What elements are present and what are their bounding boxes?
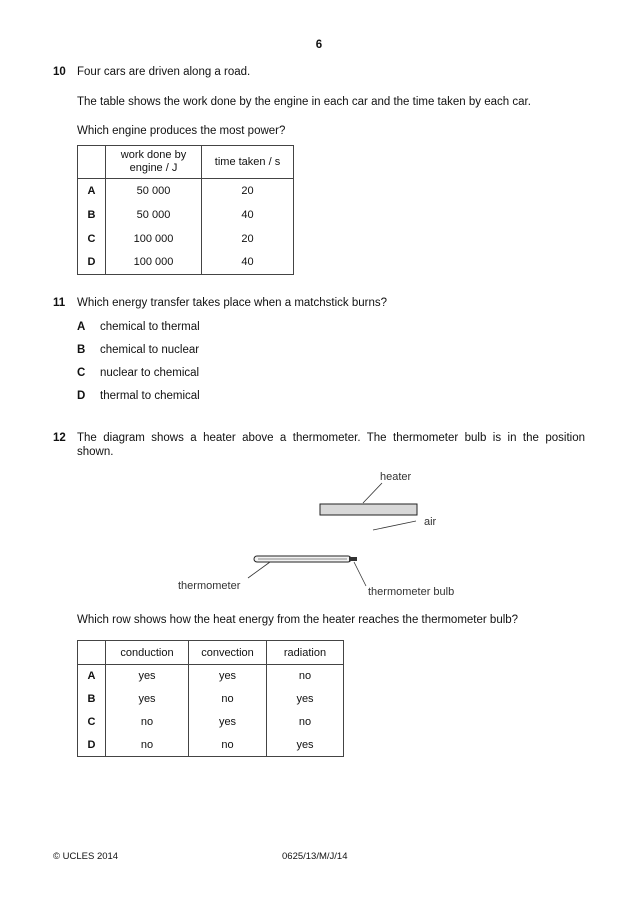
- q12-table: [77, 640, 344, 757]
- table-row: [78, 665, 344, 688]
- cell-convection: yes: [189, 665, 267, 688]
- cell-time: 20: [202, 227, 294, 251]
- thermometer-leader-line: [248, 562, 270, 578]
- cell-conduction: yes: [106, 688, 189, 711]
- q12-question: Which row shows how the heat energy from the heater reaches the thermometer bulb?: [77, 614, 519, 626]
- table-row: [78, 179, 294, 203]
- q10-table: [77, 145, 294, 275]
- footer-copyright: © UCLES 2014: [53, 851, 119, 862]
- cell-radiation: no: [267, 711, 344, 734]
- q12-line2: shown.: [77, 446, 114, 458]
- q10-header-work: work done by engine / J: [106, 146, 202, 179]
- cell-work: 50 000: [106, 179, 202, 203]
- q10-line1: Four cars are driven along a road.: [77, 66, 251, 78]
- heater-thermometer-diagram: [160, 460, 480, 600]
- q11-option-b-text: chemical to nuclear: [100, 344, 200, 356]
- table-row: [78, 251, 294, 275]
- cell-radiation: no: [267, 665, 344, 688]
- row-label: C: [78, 711, 106, 734]
- q11-option-a-letter: A: [77, 321, 86, 333]
- q10-table-header: [78, 146, 294, 179]
- row-label: D: [78, 734, 106, 757]
- cell-radiation: yes: [267, 688, 344, 711]
- thermometer-label: thermometer: [178, 580, 241, 592]
- table-row: [78, 711, 344, 734]
- cell-time: 40: [202, 203, 294, 227]
- q11-number: 11: [53, 297, 66, 309]
- footer-code: 0625/13/M/J/14: [282, 851, 348, 862]
- q12-number: 12: [53, 432, 66, 444]
- q11-option-b-letter: B: [77, 344, 86, 356]
- cell-work: 100 000: [106, 227, 202, 251]
- row-label: B: [78, 688, 106, 711]
- table-row: [78, 734, 344, 757]
- cell-conduction: yes: [106, 665, 189, 688]
- thermometer-bulb-shape: [349, 557, 357, 561]
- q12-header-conduction: conduction: [106, 641, 189, 665]
- heater-label: heater: [380, 471, 412, 483]
- air-leader-line: [373, 521, 416, 530]
- q10-line3: Which engine produces the most power?: [77, 125, 286, 137]
- row-label: A: [78, 179, 106, 203]
- heater-leader-line: [363, 483, 382, 503]
- cell-time: 20: [202, 179, 294, 203]
- cell-convection: yes: [189, 711, 267, 734]
- table-row: [78, 227, 294, 251]
- bulb-leader-line: [354, 562, 366, 586]
- cell-conduction: no: [106, 734, 189, 757]
- page-number: 6: [315, 39, 323, 51]
- cell-convection: no: [189, 688, 267, 711]
- heater-shape: [320, 504, 417, 515]
- air-label: air: [424, 516, 437, 528]
- q12-header-convection: convection: [189, 641, 267, 665]
- row-label: D: [78, 251, 106, 275]
- q11-option-c-letter: C: [77, 367, 86, 379]
- q11-option-a-text: chemical to thermal: [100, 321, 200, 333]
- cell-conduction: no: [106, 711, 189, 734]
- q10-number: 10: [53, 66, 66, 78]
- q10-line2: The table shows the work done by the engine in each car and the time taken by each car.: [77, 96, 531, 108]
- cell-radiation: yes: [267, 734, 344, 757]
- q11-option-c-text: nuclear to chemical: [100, 367, 200, 379]
- q12-table-corner: [78, 641, 106, 665]
- q12-table-header: [78, 641, 344, 665]
- thermometer-bulb-label: thermometer bulb: [368, 586, 455, 598]
- row-label: B: [78, 203, 106, 227]
- cell-work: 50 000: [106, 203, 202, 227]
- q11-option-d-letter: D: [77, 390, 86, 402]
- row-label: C: [78, 227, 106, 251]
- cell-convection: no: [189, 734, 267, 757]
- table-row: [78, 203, 294, 227]
- q12-line1: The diagram shows a heater above a thermometer. The thermometer bulb is in the position: [77, 432, 585, 444]
- q11-option-d-text: thermal to chemical: [100, 390, 200, 402]
- q10-header-time: time taken / s: [202, 146, 294, 179]
- table-row: [78, 688, 344, 711]
- q10-table-corner: [78, 146, 106, 179]
- cell-time: 40: [202, 251, 294, 275]
- cell-work: 100 000: [106, 251, 202, 275]
- q12-header-radiation: radiation: [267, 641, 344, 665]
- q11-question: Which energy transfer takes place when a matchstick burns?: [77, 297, 388, 309]
- row-label: A: [78, 665, 106, 688]
